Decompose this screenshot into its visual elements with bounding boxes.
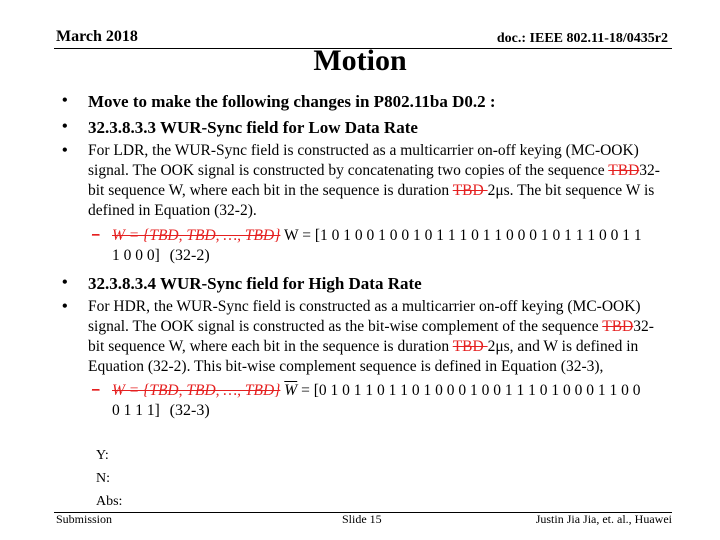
- hdr-line-3-deleted: TBD: [452, 338, 488, 355]
- ldr-line-2-text: signal. The OOK signal is constructed by concatenating two copies of the sequence: [88, 162, 609, 179]
- footer-submission: Submission: [56, 512, 113, 526]
- footer-slide-number: Slide 15: [342, 512, 382, 526]
- bullet-move-text: Move to make the following changes in P802.11ba D0.2 :: [88, 92, 496, 111]
- slide-title: Motion: [313, 44, 407, 77]
- equation-32-2-line-2: [112, 247, 210, 265]
- vote-no-label: N:: [96, 471, 110, 486]
- equation-32-3-deleted: W = {TBD, TBD, …, TBD}: [112, 382, 281, 399]
- equation-32-3-line-2: [112, 402, 210, 420]
- bullet-marker: •: [62, 118, 68, 135]
- ldr-line-3-deleted: TBD: [452, 182, 488, 199]
- header-doc-id: doc.: IEEE 802.11-18/0435r2: [496, 31, 668, 46]
- ldr-line-2-deleted: TBD: [608, 162, 640, 179]
- bullet-ldr-heading: 32.3.8.3.3 WUR-Sync field for Low Data Rate: [88, 118, 418, 137]
- ldr-line-1: For LDR, the WUR-Sync field is constructed as a multicarrier on-off keying (MC-OOK): [88, 142, 639, 159]
- hdr-line-2-inserted: 32-: [633, 318, 654, 335]
- ldr-line-3-text: bit sequence W, where each bit in the sequence is duration: [88, 182, 453, 199]
- hdr-line-2-text: signal. The OOK signal is constructed as the bit-wise complement of the sequence: [88, 318, 603, 335]
- bullet-marker: •: [62, 274, 68, 291]
- hdr-line-2-deleted: TBD: [602, 318, 634, 335]
- ldr-line-2: [88, 162, 660, 180]
- equation-dash: –: [92, 227, 100, 243]
- equation-32-2-sequence: W = [1 0 1 0 0 1 0 0 1 0 1 1 1 0 1 1 0 0 0 1 0 1 1 1 0 0 1 1: [280, 227, 642, 244]
- equation-32-3-w-bar: $\overline{W}$: [284, 382, 298, 399]
- ldr-line-3: [88, 182, 654, 200]
- footer-authors: Justin Jia Jia, et. al., Huawei: [535, 512, 672, 526]
- equation-dash: –: [92, 382, 100, 398]
- ldr-line-4: defined in Equation (32-2).: [88, 202, 257, 219]
- bullet-marker: •: [62, 298, 68, 315]
- hdr-line-2: [88, 318, 654, 336]
- hdr-line-4: Equation (32-2). This bit-wise complement sequence is defined in Equation (32-3),: [88, 358, 604, 375]
- equation-32-3-number: (32-3): [169, 402, 210, 419]
- header-date: March 2018: [56, 28, 138, 45]
- hdr-line-3-text: bit sequence W, where each bit in the sequence is duration: [88, 338, 453, 355]
- bullet-marker: •: [62, 92, 68, 109]
- equation-32-2-line-1: [112, 227, 642, 245]
- hdr-line-1: For HDR, the WUR-Sync field is constructed as a multicarrier on-off keying (MC-OOK): [88, 298, 641, 315]
- vote-yes-label: Y:: [96, 448, 109, 463]
- ldr-line-2-inserted: 32-: [639, 162, 660, 179]
- hdr-line-3-text-b: 2μs, and W is defined in: [487, 338, 639, 355]
- equation-32-3-sequence: = [0 1 0 1 1 0 1 1 0 1 0 0 0 1 0 0 1 1 1 0 1 0 0 0 1 1 0 0: [297, 382, 641, 399]
- equation-32-2-sequence-end: 1 0 0 0]: [112, 247, 160, 264]
- bullet-marker: •: [62, 142, 68, 159]
- hdr-line-3: [88, 338, 638, 356]
- equation-32-3-sequence-end: 0 1 1 1]: [112, 402, 160, 419]
- equation-32-3-line-1: [112, 382, 640, 400]
- ldr-line-3-text-b: 2μs. The bit sequence W is: [487, 182, 655, 199]
- equation-32-2-deleted: W = {TBD, TBD, …, TBD}: [112, 227, 281, 244]
- bullet-hdr-heading: 32.3.8.3.4 WUR-Sync field for High Data Rate: [88, 274, 422, 293]
- equation-32-2-number: (32-2): [169, 247, 210, 264]
- vote-abstain-label: Abs:: [96, 494, 123, 509]
